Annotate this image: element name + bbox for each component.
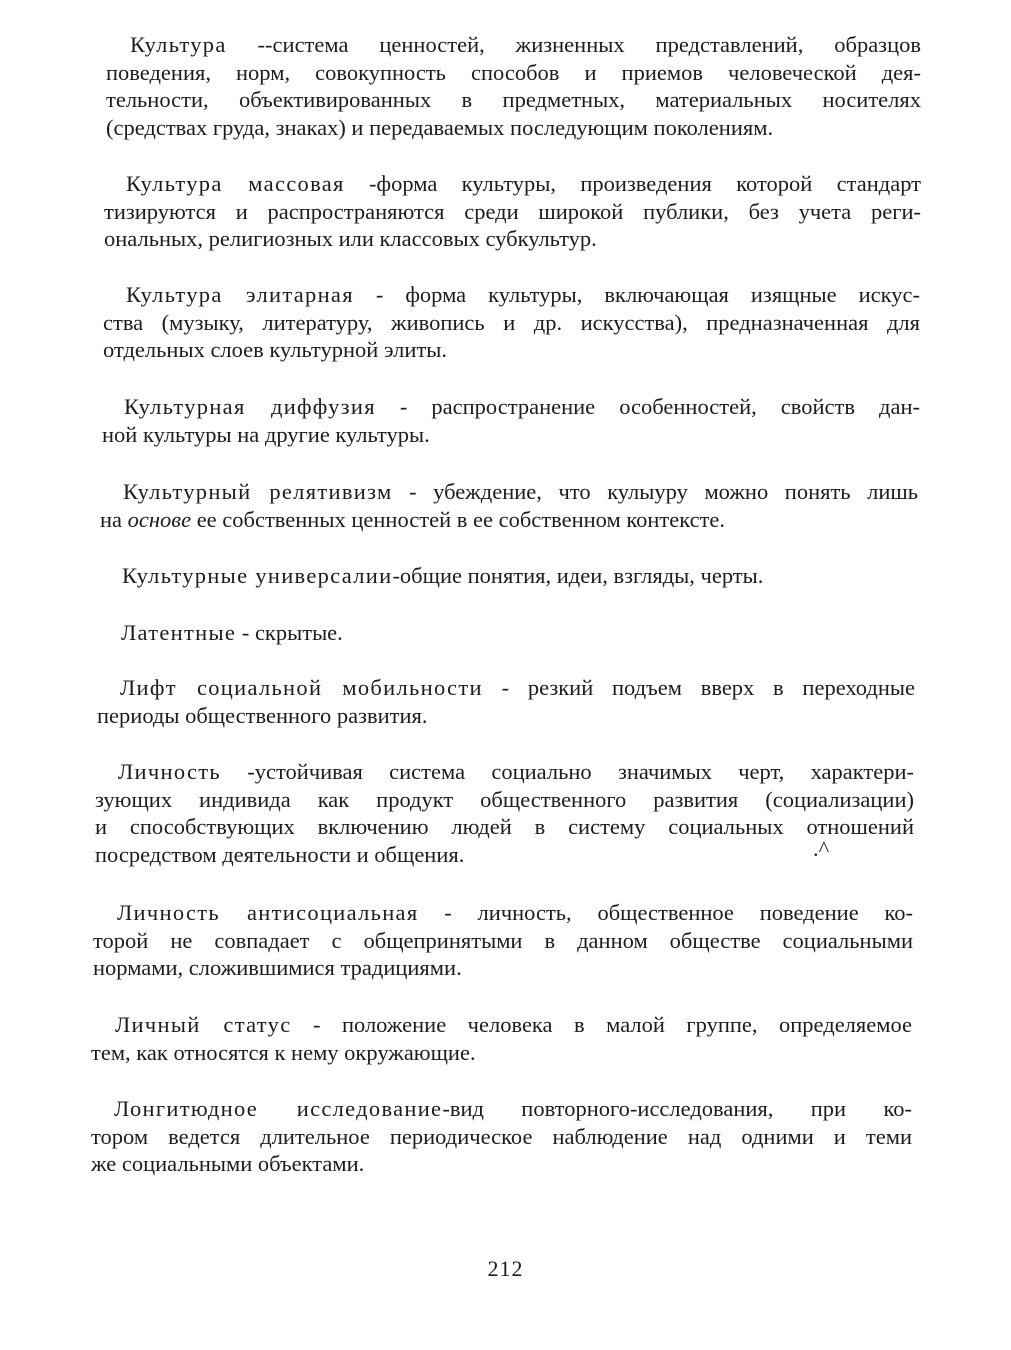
stray-mark: .^ — [813, 836, 830, 862]
glossary-entry-latentnye — [121, 619, 521, 647]
glossary-entry-kultura — [106, 31, 921, 142]
entry-definition: --система ценностей, жизненных представлений, образцов — [226, 32, 921, 57]
entry-definition: ства (музыку, литературу, живопись и др. искусства), предназначенная для — [103, 309, 920, 335]
entry-definition: посредством деятельности и общения. — [95, 842, 465, 868]
entry-definition: и способствующих включению людей в систему социальных отношений — [95, 814, 914, 840]
entry-definition: тизируются и распространяются среди широкой публики, без учета реги- — [104, 198, 921, 224]
entry-definition: нормами, сложившимися традициями. — [93, 955, 462, 981]
entry-definition: отдельных слоев культурной элиты. — [103, 337, 448, 363]
glossary-entry-longityudnoe-issledovanie — [91, 1095, 912, 1178]
entry-term: Культура массовая — [126, 171, 345, 196]
entry-definition: - положение человека в малой группе, определяемое — [291, 1012, 912, 1037]
entry-definition: (средствах груда, знаках) и передаваемых последующим поколениям. — [106, 115, 774, 141]
entry-term: Личность антисоциальная — [117, 900, 419, 925]
entry-term: Личный статус — [115, 1012, 292, 1037]
entry-definition: - резкий подъем вверх в переходные — [482, 675, 915, 700]
glossary-entry-kulturnye-universalii — [122, 562, 912, 590]
entry-definition: периоды общественного развития. — [97, 702, 428, 728]
entry-term: Лонгитюдное исследование — [114, 1096, 443, 1121]
entry-term: Культура элитарная — [126, 282, 354, 307]
glossary-entry-kulturnaya-diffuziya — [102, 393, 920, 448]
entry-term: Личность — [118, 759, 221, 784]
entry-term: Культурные универсалии — [122, 563, 393, 588]
entry-term: Культурный релятивизм — [123, 479, 393, 504]
entry-definition: - убеждение, что кулыуру можно понять лишь — [392, 479, 919, 504]
entry-term: Лифт социальной мобильности — [120, 675, 483, 700]
glossary-entry-kulturnyi-relyativizm — [100, 478, 918, 533]
entry-definition: -устойчивая система социально значимых черт, характери- — [220, 759, 914, 784]
entry-definition: - форма культуры, включающая изящные искус- — [353, 282, 920, 307]
entry-definition: ее собственных ценностей в ее собственном контексте. — [191, 506, 726, 532]
page-number: 212 — [487, 1256, 524, 1281]
entry-definition: -вид повторного-исследования, при ко- — [442, 1096, 912, 1121]
entry-term: Культурная диффузия — [124, 394, 376, 419]
entry-definition: ной культуры на другие культуры. — [102, 421, 430, 447]
entry-definition: торой не совпадает с общепринятыми в данном обществе социальными — [93, 927, 913, 953]
entry-definition: на — [100, 506, 128, 532]
entry-definition: тем, как относятся к нему окружающие. — [91, 1039, 476, 1065]
glossary-entry-lift-socialnoi-mobilnosti — [97, 674, 915, 729]
entry-definition: - личность, общественное поведение ко- — [418, 900, 913, 925]
entry-definition: -форма культуры, произведения которой стандарт — [344, 171, 921, 196]
entry-definition: поведения, норм, совокупность способов и приемов человеческой дея- — [106, 59, 921, 85]
entry-definition: - скрытые. — [236, 620, 343, 645]
glossary-entry-kultura-massovaya — [104, 170, 921, 253]
entry-term: Латентные — [121, 620, 237, 645]
glossary-entry-lichnyi-status — [91, 1011, 912, 1066]
entry-definition: -общие понятия, идеи, взгляды, черты. — [392, 563, 764, 588]
entry-definition-italic: основе — [127, 506, 192, 532]
glossary-entry-lichnost-antisocialnaya — [93, 899, 913, 982]
entry-definition: же социальными объектами. — [91, 1151, 365, 1177]
entry-definition: ональных, религиозных или классовых субкультур. — [104, 226, 597, 252]
entry-definition: тором ведется длительное периодическое наблюдение над одними и теми — [91, 1123, 912, 1149]
entry-definition: тельности, объективированных в предметных, материальных носителях — [106, 87, 921, 113]
entry-definition: - распространение особенностей, свойств дан- — [375, 394, 920, 419]
entry-term: Культура — [130, 32, 227, 57]
entry-definition: зующих индивида как продукт общественного развития (социализации) — [95, 786, 914, 812]
glossary-entry-lichnost — [95, 758, 914, 869]
glossary-entry-kultura-elitarnaya — [103, 281, 920, 364]
